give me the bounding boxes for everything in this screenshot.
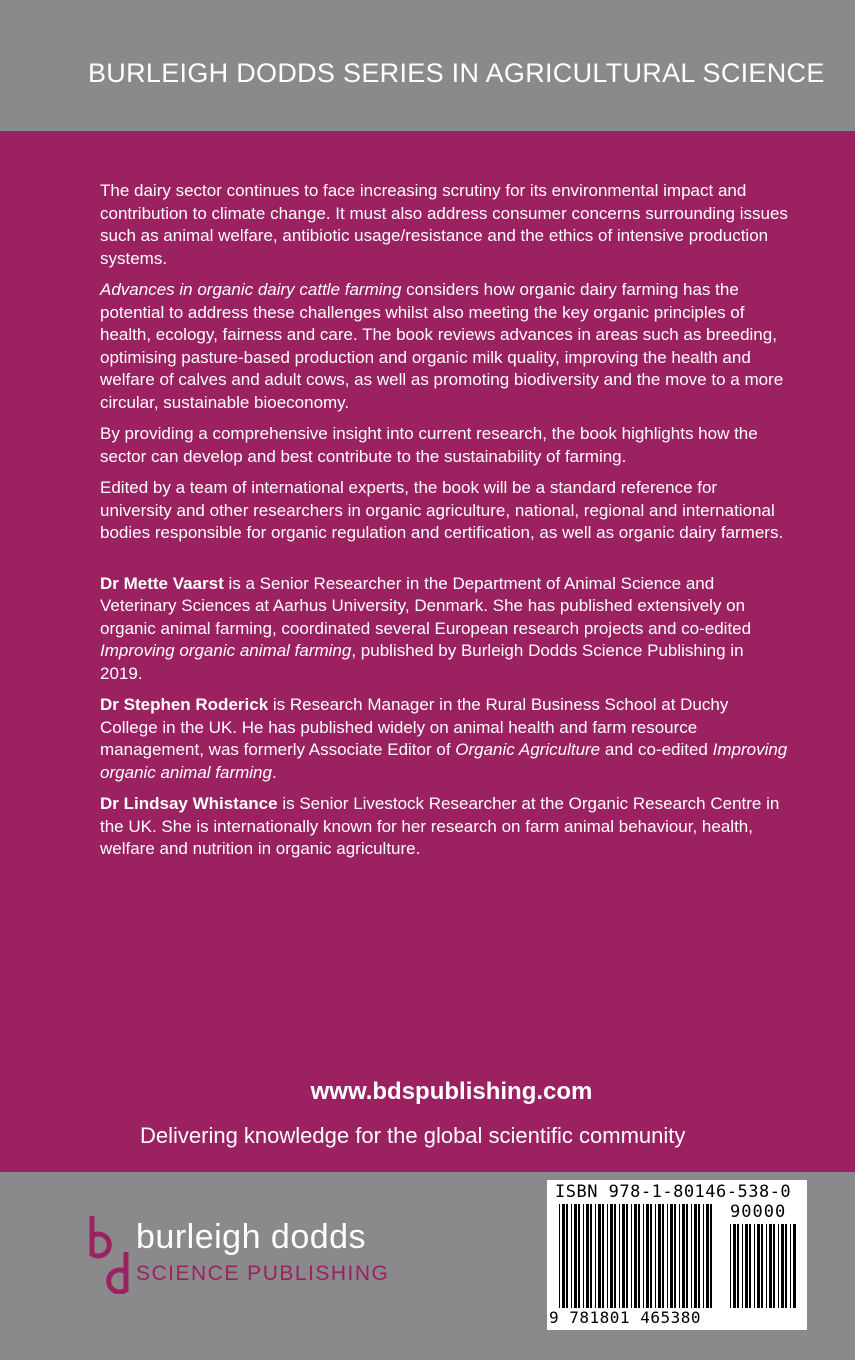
barcode-bar (737, 1224, 739, 1308)
series-title: BURLEIGH DODDS SERIES IN AGRICULTURAL SCIENCE (88, 58, 825, 88)
barcode-bar (785, 1224, 787, 1308)
barcode-bar (793, 1224, 796, 1308)
publisher-website: www.bdspublishing.com (310, 1078, 593, 1105)
barcode-bar (710, 1204, 712, 1308)
editor-bio-text: is Senior Livestock Researcher at the Organic Research Centre in the UK. She is internationally known for her research on farm animal behaviour, health, welfare and nutrition in organic agriculture. (100, 794, 780, 858)
barcode-bar (658, 1204, 661, 1308)
blurb-paragraph-2-text: considers how organic dairy farming has the potential to address these challenges whilst also meeting the key organic principles of health, ecology, fairness and care. The book reviews advances in areas such as breeding, optimising pasture-based production and organic milk quality, improving the health and welfare of calves and adult cows, as well as promoting biodiversity and the move to a more circular, sustainable bioeconomy. (100, 280, 784, 412)
barcode-bar (754, 1224, 755, 1308)
editor-bio-text: is a Senior Researcher in the Department of Animal Science and Veterinary Sciences at Aarhus University, Denmark. She has published extensively on organic animal farming, coordinated several European research projects and co-edited (100, 573, 752, 638)
barcode-bar (574, 1204, 577, 1308)
publisher-logo-name: burleigh dodds (136, 1218, 367, 1256)
barcode-bar (610, 1204, 613, 1308)
blurb-paragraph-3: By providing a comprehensive insight into current research, the book highlights how the sector can develop and best contribute to the sustainability of farming. (100, 424, 758, 466)
barcode-bar (691, 1204, 692, 1308)
barcode-bar (682, 1204, 685, 1308)
isbn-label: ISBN 978-1-80146-538-0 (555, 1182, 792, 1202)
blurb-paragraph-1: The dairy sector continues to face increasing scrutiny for its environmental impact and contribution to climate change. It must also address consumer concerns surrounding issues such as animal welfare, antibiotic usage/resistance and the ethics of intensive production systems. (100, 181, 788, 268)
addon-barcode-bars (730, 1224, 798, 1308)
blurb-text (100, 180, 790, 870)
barcode-bar (778, 1224, 779, 1308)
isbn-barcode (547, 1180, 807, 1330)
barcode-bar (614, 1204, 616, 1308)
barcode-bar (607, 1204, 608, 1308)
editor-name: Dr Mette Vaarst (100, 573, 224, 593)
barcode-bar (634, 1204, 637, 1308)
barcode-bar (742, 1224, 743, 1308)
barcode-bar (698, 1204, 700, 1308)
barcode-bar (781, 1224, 784, 1308)
editor-bio-journal-title: Organic Agriculture (455, 740, 601, 759)
barcode-bar (706, 1204, 709, 1308)
barcode-bar (646, 1204, 649, 1308)
barcode-bar (733, 1224, 736, 1308)
price-addon-number: 90000 (730, 1202, 787, 1222)
barcode-bar (559, 1204, 560, 1308)
barcode-bar (674, 1204, 676, 1308)
editor-bio-text: . (271, 762, 277, 782)
barcode-bar (790, 1224, 791, 1308)
publisher-logo (88, 1214, 418, 1294)
barcode-bar (602, 1204, 604, 1308)
barcode-bar (598, 1204, 601, 1308)
barcode-bar (595, 1204, 596, 1308)
bd-monogram-icon (88, 1214, 132, 1294)
barcode-bar (583, 1204, 584, 1308)
barcode-bar (686, 1204, 688, 1308)
barcode-bar (619, 1204, 620, 1308)
series-header-band (0, 0, 855, 131)
barcode-bar (562, 1204, 565, 1308)
blurb-paragraph-4: Edited by a team of international experts, the book will be a standard reference for university and other researchers in organic agriculture, national, regional and international bodies responsible for organic regulation and certification, as well as organic dairy farmers. (100, 478, 784, 542)
barcode-bar (703, 1204, 704, 1308)
editor-bio-book-title: Improving organic animal farming (100, 641, 352, 660)
blurb-paragraph-2 (100, 279, 790, 414)
barcode-bar (679, 1204, 680, 1308)
editor-bio-text: is Research Manager in the Rural Business School at Duchy College in the UK. He has published widely on animal health and farm resource management, was formerly Associate Editor of (100, 695, 729, 759)
barcode-bar (745, 1224, 748, 1308)
publisher-tagline: Delivering knowledge for the global scientific community (140, 1123, 686, 1148)
barcode-bar (749, 1224, 751, 1308)
barcode-bar (638, 1204, 640, 1308)
barcode-bar (694, 1204, 697, 1308)
publisher-logo-subtitle: SCIENCE PUBLISHING (136, 1262, 390, 1285)
ean-number: 9 781801 465380 (549, 1308, 701, 1327)
editor-bio-text: , published by Burleigh Dodds Science Publishing in 2019. (100, 641, 744, 683)
barcode-bar (670, 1204, 673, 1308)
barcode-bar (730, 1224, 731, 1308)
barcode-bar (643, 1204, 644, 1308)
barcode-bar (662, 1204, 664, 1308)
barcode-bar (578, 1204, 580, 1308)
editor-bio-whistance (100, 793, 790, 861)
barcode-bar (586, 1204, 589, 1308)
editor-bio-roderick (100, 694, 790, 784)
barcode-bar (571, 1204, 572, 1308)
editor-name: Dr Stephen Roderick (100, 695, 269, 714)
barcode-bar (769, 1224, 772, 1308)
ean-barcode-bars (559, 1204, 714, 1308)
barcode-bar (650, 1204, 652, 1308)
barcode-bar (766, 1224, 767, 1308)
book-title: Advances in organic dairy cattle farming (100, 280, 402, 299)
barcode-bar (655, 1204, 656, 1308)
barcode-bar (631, 1204, 632, 1308)
editor-name: Dr Lindsay Whistance (100, 794, 278, 813)
editor-bio-vaarst (100, 573, 790, 686)
barcode-bar (667, 1204, 668, 1308)
barcode-bar (590, 1204, 592, 1308)
barcode-bar (773, 1224, 775, 1308)
editor-bio-book-title: Improving organic animal farming (100, 740, 788, 782)
barcode-bar (626, 1204, 628, 1308)
barcode-bar (566, 1204, 568, 1308)
barcode-bar (761, 1224, 763, 1308)
editor-bio-text: and co-edited (600, 740, 713, 759)
barcode-bar (622, 1204, 625, 1308)
barcode-bar (757, 1224, 760, 1308)
